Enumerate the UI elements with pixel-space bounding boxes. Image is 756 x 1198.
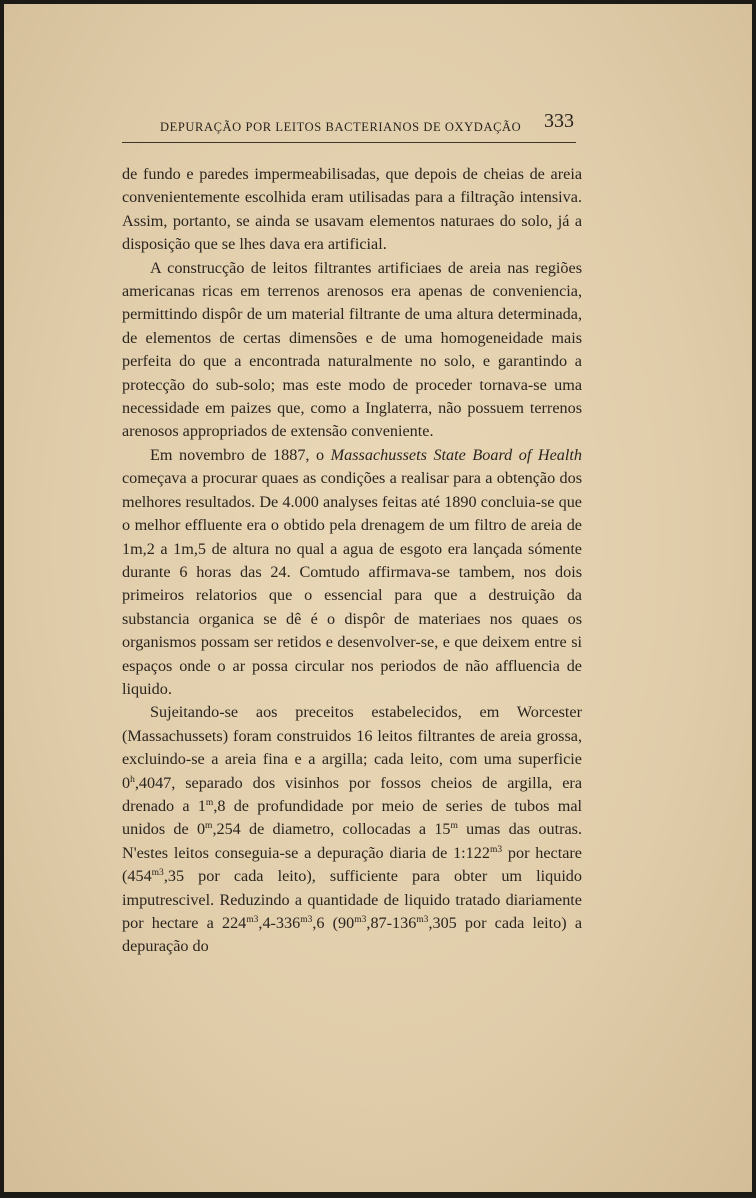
text-run: ,4-336 [258,914,301,932]
superscript: m3 [300,915,313,925]
paragraph-3-rest: começava a procurar quaes as condições a realisar para a obtenção dos melhores resultados. De 4.000 analyses feitas até 1890 concluia-se que o melhor effluente era o obtido pela drenagem de um filtro de areia de 1m,2 a 1m,5 de altura no qual a agua de esgoto era lançada sómente durante 6 horas das 24. Comtudo affirmava-se tambem, nos dois primeiros relatorios que o essencial para que a destruição da substancia organica se dê é o dispôr de materiaes nos quaes os organismos possam ser retidos e desenvolver-se, e que deixem entre si espaços onde o ar possa circular nos periodos de não affluencia de liquido. [122,469,582,698]
page-number: 333 [544,110,574,132]
page-header [122,108,576,143]
superscript: m3 [151,868,164,879]
text-run: ,305 por cada leito) a depuração do [122,914,583,956]
board-name-italic: Massachussets State Board of Health [330,445,582,464]
text-run: ,254 de diametro, collocadas a 15 [212,820,451,839]
superscript: m3 [246,915,259,925]
superscript: m3 [416,915,429,925]
paragraph-3-lead: Em novembro de 1887, o [150,445,331,464]
superscript: m [450,821,458,832]
superscript: h [130,774,135,785]
book-page [4,4,752,1192]
superscript: m3 [354,915,367,925]
superscript: m [205,821,213,832]
text-run: por hectare (454 [122,843,582,886]
text-run: ,4047, separado dos visinhos por fossos cheios de argilla, era drenado a 1 [122,773,582,815]
text-run: Sujeitando-se aos preceitos estabelecidos, em Worcester (Massachussets) foram construidos 16 leitos filtrantes de areia grossa, excluindo-se a areia fina e a argilla; cada leito, com uma superficie 0 [122,703,582,792]
text-run: ,87-136 [366,914,417,932]
text-run: umas das outras. N'estes leitos conseguia-se a depuração diaria de 1:122 [122,820,583,862]
superscript: m [205,797,214,808]
running-title: DEPURAÇÃO POR LEITOS BACTERIANOS DE OXYDAÇÃO [160,120,522,134]
body-text [122,163,582,959]
paragraph-4 [122,701,582,958]
paragraph-1: de fundo e paredes impermeabilisadas, que depois de cheias de areia convenientemente escolhida eram utilisadas para a filtração intensiva. Assim, portanto, se ainda se usavam elementos naturaes do solo, já a disposição que se lhes dava era artificial. [122,165,582,254]
paragraph-2: A construcção de leitos filtrantes artificiaes de areia nas regiões americanas ricas em terrenos arenosos era apenas de conveniencia, permittindo dispôr de um material filtrante de uma altura determinada, de elementos de certas dimensões e de uma homogeneidade mais perfeita do que a encontrada naturalmente no solo, e garantindo a protecção do sub-solo; mas este modo de proceder tornava-se uma necessidade em paizes que, como a Inglaterra, não possuem terrenos arenosos appropriados de extensão conveniente. [122,258,582,441]
text-run: ,35 por cada leito), sufficiente para obter um liquido imputrescivel. Reduzindo a quantidade de liquido tratado diariamente por hectare a 224 [122,867,582,932]
text-run: ,8 de profundidade por meio de series de tubos mal unidos de 0 [122,796,582,839]
paragraph-3 [122,444,582,701]
text-run: ,6 (90 [312,914,355,932]
superscript: m3 [489,844,503,855]
